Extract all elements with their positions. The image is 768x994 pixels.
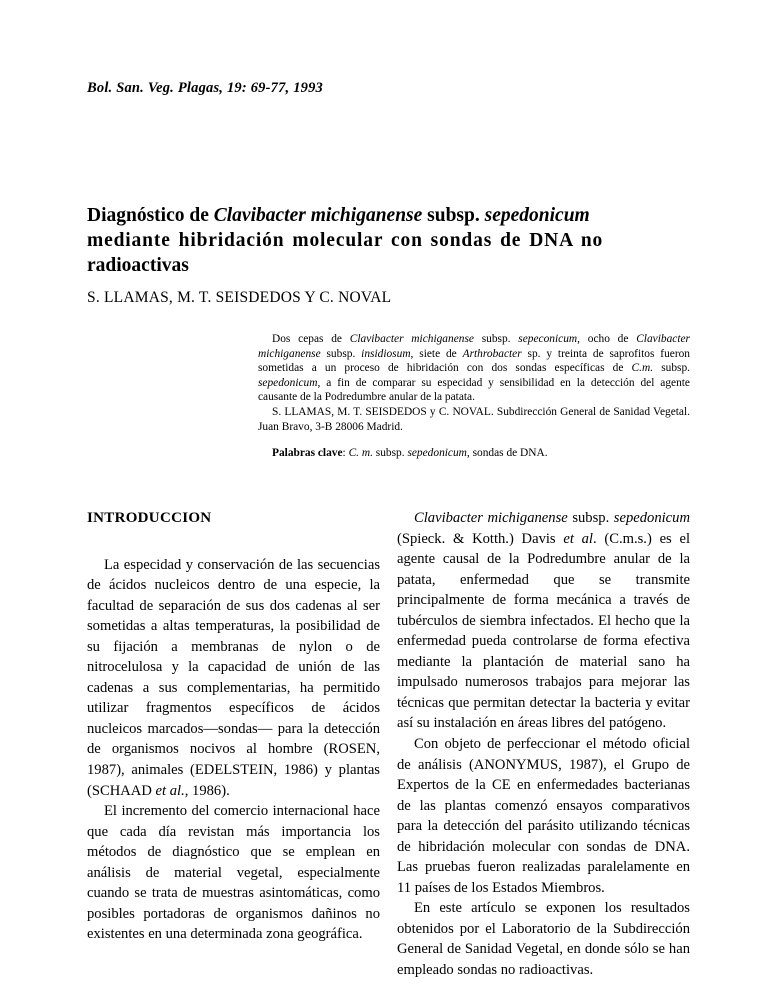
right-p1-text-2: (Spieck. & Kotth.) Davis <box>397 530 564 547</box>
abstract-species-5: Arthrobacter <box>462 347 522 360</box>
abstract-text-7: subsp. <box>653 362 690 375</box>
author-sep-2: Y <box>300 289 320 306</box>
abstract-species-6: C.m. <box>631 362 654 375</box>
author-3-initial: C. <box>319 289 339 306</box>
abstract-text-6: sp. y treinta de saprofitos fueron sometidas a un proceso de hibridación con dos sondas específicas de <box>258 347 691 375</box>
right-p1-text-1: subsp. <box>567 510 614 526</box>
right-p1-species-2: sepedonicum <box>613 510 690 526</box>
right-paragraph-2 <box>397 734 690 898</box>
author-3-surname: NOVAL <box>338 289 392 306</box>
citation-rosen: ROSEN <box>328 741 377 758</box>
abstract-text-2: subsp. <box>473 333 519 345</box>
left-p1-text-3: , 1986) y plantas ( <box>87 762 380 799</box>
author-1-initial: S. <box>87 289 104 306</box>
keywords-label: Palabras clave <box>272 447 343 460</box>
abstract-summary <box>258 332 690 405</box>
right-p1-etal: et al <box>563 530 593 547</box>
abstract-species-7: sepedonicum <box>258 376 318 389</box>
citation-schaad: SCHAAD <box>91 782 152 799</box>
keyword-2: subsp. <box>372 447 408 460</box>
abstract-keywords <box>258 446 690 461</box>
left-paragraph-2: El incremento del comercio internacional hace que cada día revistan más importancia los métodos de diagnóstico que se emplean en análisis de material vegetal, especialmente cuando se trata de muestras asintomáticas, como posibles portadoras de organismos dañinos no existentes en una determinada zona geográfica. <box>87 803 380 943</box>
body-column-right <box>397 508 690 981</box>
right-p2-text-1: Con objeto de perfeccionar el método oficial de análisis ( <box>397 736 690 773</box>
addr-author-2-surname: SEISDEDOS <box>365 405 427 418</box>
article-title <box>87 203 691 278</box>
left-paragraph-1 <box>87 555 380 802</box>
keyword-4: , sondas de DNA. <box>466 447 548 460</box>
abstract-text-4: subsp. <box>320 347 362 360</box>
abstract-text-8: , a fin de comparar su especidad y sensibilidad en la detección del agente causante de la Podredumbre anular de la patata. <box>258 376 690 404</box>
addr-author-1-surname: LLAMAS <box>284 405 332 418</box>
abstract-species-3: Clavibacter michiganense <box>258 333 690 360</box>
left-p1-text-4: , 1986). <box>184 782 230 799</box>
left-p1-text-2: , 1987), animales ( <box>87 741 380 779</box>
keywords-sep: : <box>342 447 349 460</box>
abstract-address <box>258 405 690 434</box>
right-p2-text-2: , 1987), el Grupo de Expertos de la CE en enfermedades bacterianas de las plantas comenzó ensayos comparativos para la detección del parásito utilizando técnicas de hibridación molecular con sondas de DNA. Las pruebas fueron realizadas paralelamente en 11 países de los Estados Miembros. <box>397 756 690 896</box>
abstract-block <box>258 332 690 461</box>
abstract-text-1: Dos cepas de <box>272 333 350 345</box>
keyword-3: sepedonicum <box>407 447 467 460</box>
author-2-initial: M. T. <box>177 289 216 306</box>
body-column-left <box>87 508 380 945</box>
title-part-subsp: subsp. <box>422 205 485 226</box>
addr-sep-1: , <box>331 405 338 418</box>
journal-running-head: Bol. San. Veg. Plagas, 19: 69-77, 1993 <box>87 80 323 96</box>
abstract-species-2: sepeconicum <box>518 333 578 345</box>
author-2-surname: SEISDEDOS <box>215 289 301 306</box>
abstract-species-1: Clavibacter michiganense <box>349 333 474 345</box>
abstract-text-5: , siete de <box>410 347 463 360</box>
addr-author-3-initial: C. <box>438 405 453 418</box>
left-p1-text-1: La especidad y conservación de las secuencias de ácidos nucleicos dentro de una especie, la facultad de separación de sus dos cadenas al ser sometidas a altas temperaturas, la posibilidad de su fijación a membranas de nylon o de nitrocelulosa y la capacidad de unión de las cadenas a sus complementarias, ha permitido utilizar fragmentos específicos de ácidos nucleicos marcados—sondas— para la detección de organismos nocivos al hombre ( <box>87 556 380 758</box>
citation-anonymus: ANONYMUS <box>473 756 559 773</box>
title-line-3: radioactivas <box>87 255 189 276</box>
title-line-2: mediante hibridación molecular con sondas de DNA no <box>87 230 604 251</box>
right-p1-text-3: . (C.m.s.) es el agente causal de la Podredumbre anular de la patata, enfermedad que se transmite principalmente de forma mecánica a través de tubérculos de siembra infectados. El hecho que la enfermedad pueda controlarse de forma efectiva mediante la plantación de material sano ha impulsado numerosos trabajos para mejorar las técnicas que permitan detectar la bacteria y evitar así su instalación en áreas libres del patógeno. <box>397 530 690 732</box>
section-heading-introduccion: INTRODUCCION <box>87 510 212 526</box>
right-paragraph-1 <box>397 508 690 734</box>
right-p1-species-1: Clavibacter michiganense <box>414 510 568 526</box>
title-part-prefix: Diagnóstico de <box>87 205 214 226</box>
abstract-text-3: , ocho de <box>577 333 637 345</box>
title-species-1: Clavibacter michiganense <box>213 205 423 226</box>
citation-schaad-etal: et al. <box>151 782 185 799</box>
author-sep-1: , <box>168 289 178 306</box>
citation-edelstein: EDELSTEIN <box>194 762 274 779</box>
addr-author-1-initial: S. <box>272 405 285 418</box>
addr-sep-2: y <box>426 405 439 418</box>
author-list <box>87 289 391 307</box>
author-1-surname: LLAMAS <box>103 289 169 306</box>
addr-author-3-surname: NOVAL <box>452 405 491 418</box>
addr-author-2-initial: M. T. <box>337 405 366 418</box>
addr-affiliation: . Subdirección General de Sanidad Vegetal. Juan Bravo, 3-B 28006 Madrid. <box>258 405 691 433</box>
title-species-2: sepedonicum <box>484 205 590 226</box>
title-line-1 <box>87 203 691 228</box>
right-paragraph-3: En este artículo se exponen los resultados obtenidos por el Laboratorio de la Subdirección General de Sanidad Vegetal, en donde sólo se han empleado sondas no radioactivas. <box>397 900 690 979</box>
keyword-1: C. m. <box>348 447 373 460</box>
abstract-species-4: insidiosum <box>361 347 411 360</box>
